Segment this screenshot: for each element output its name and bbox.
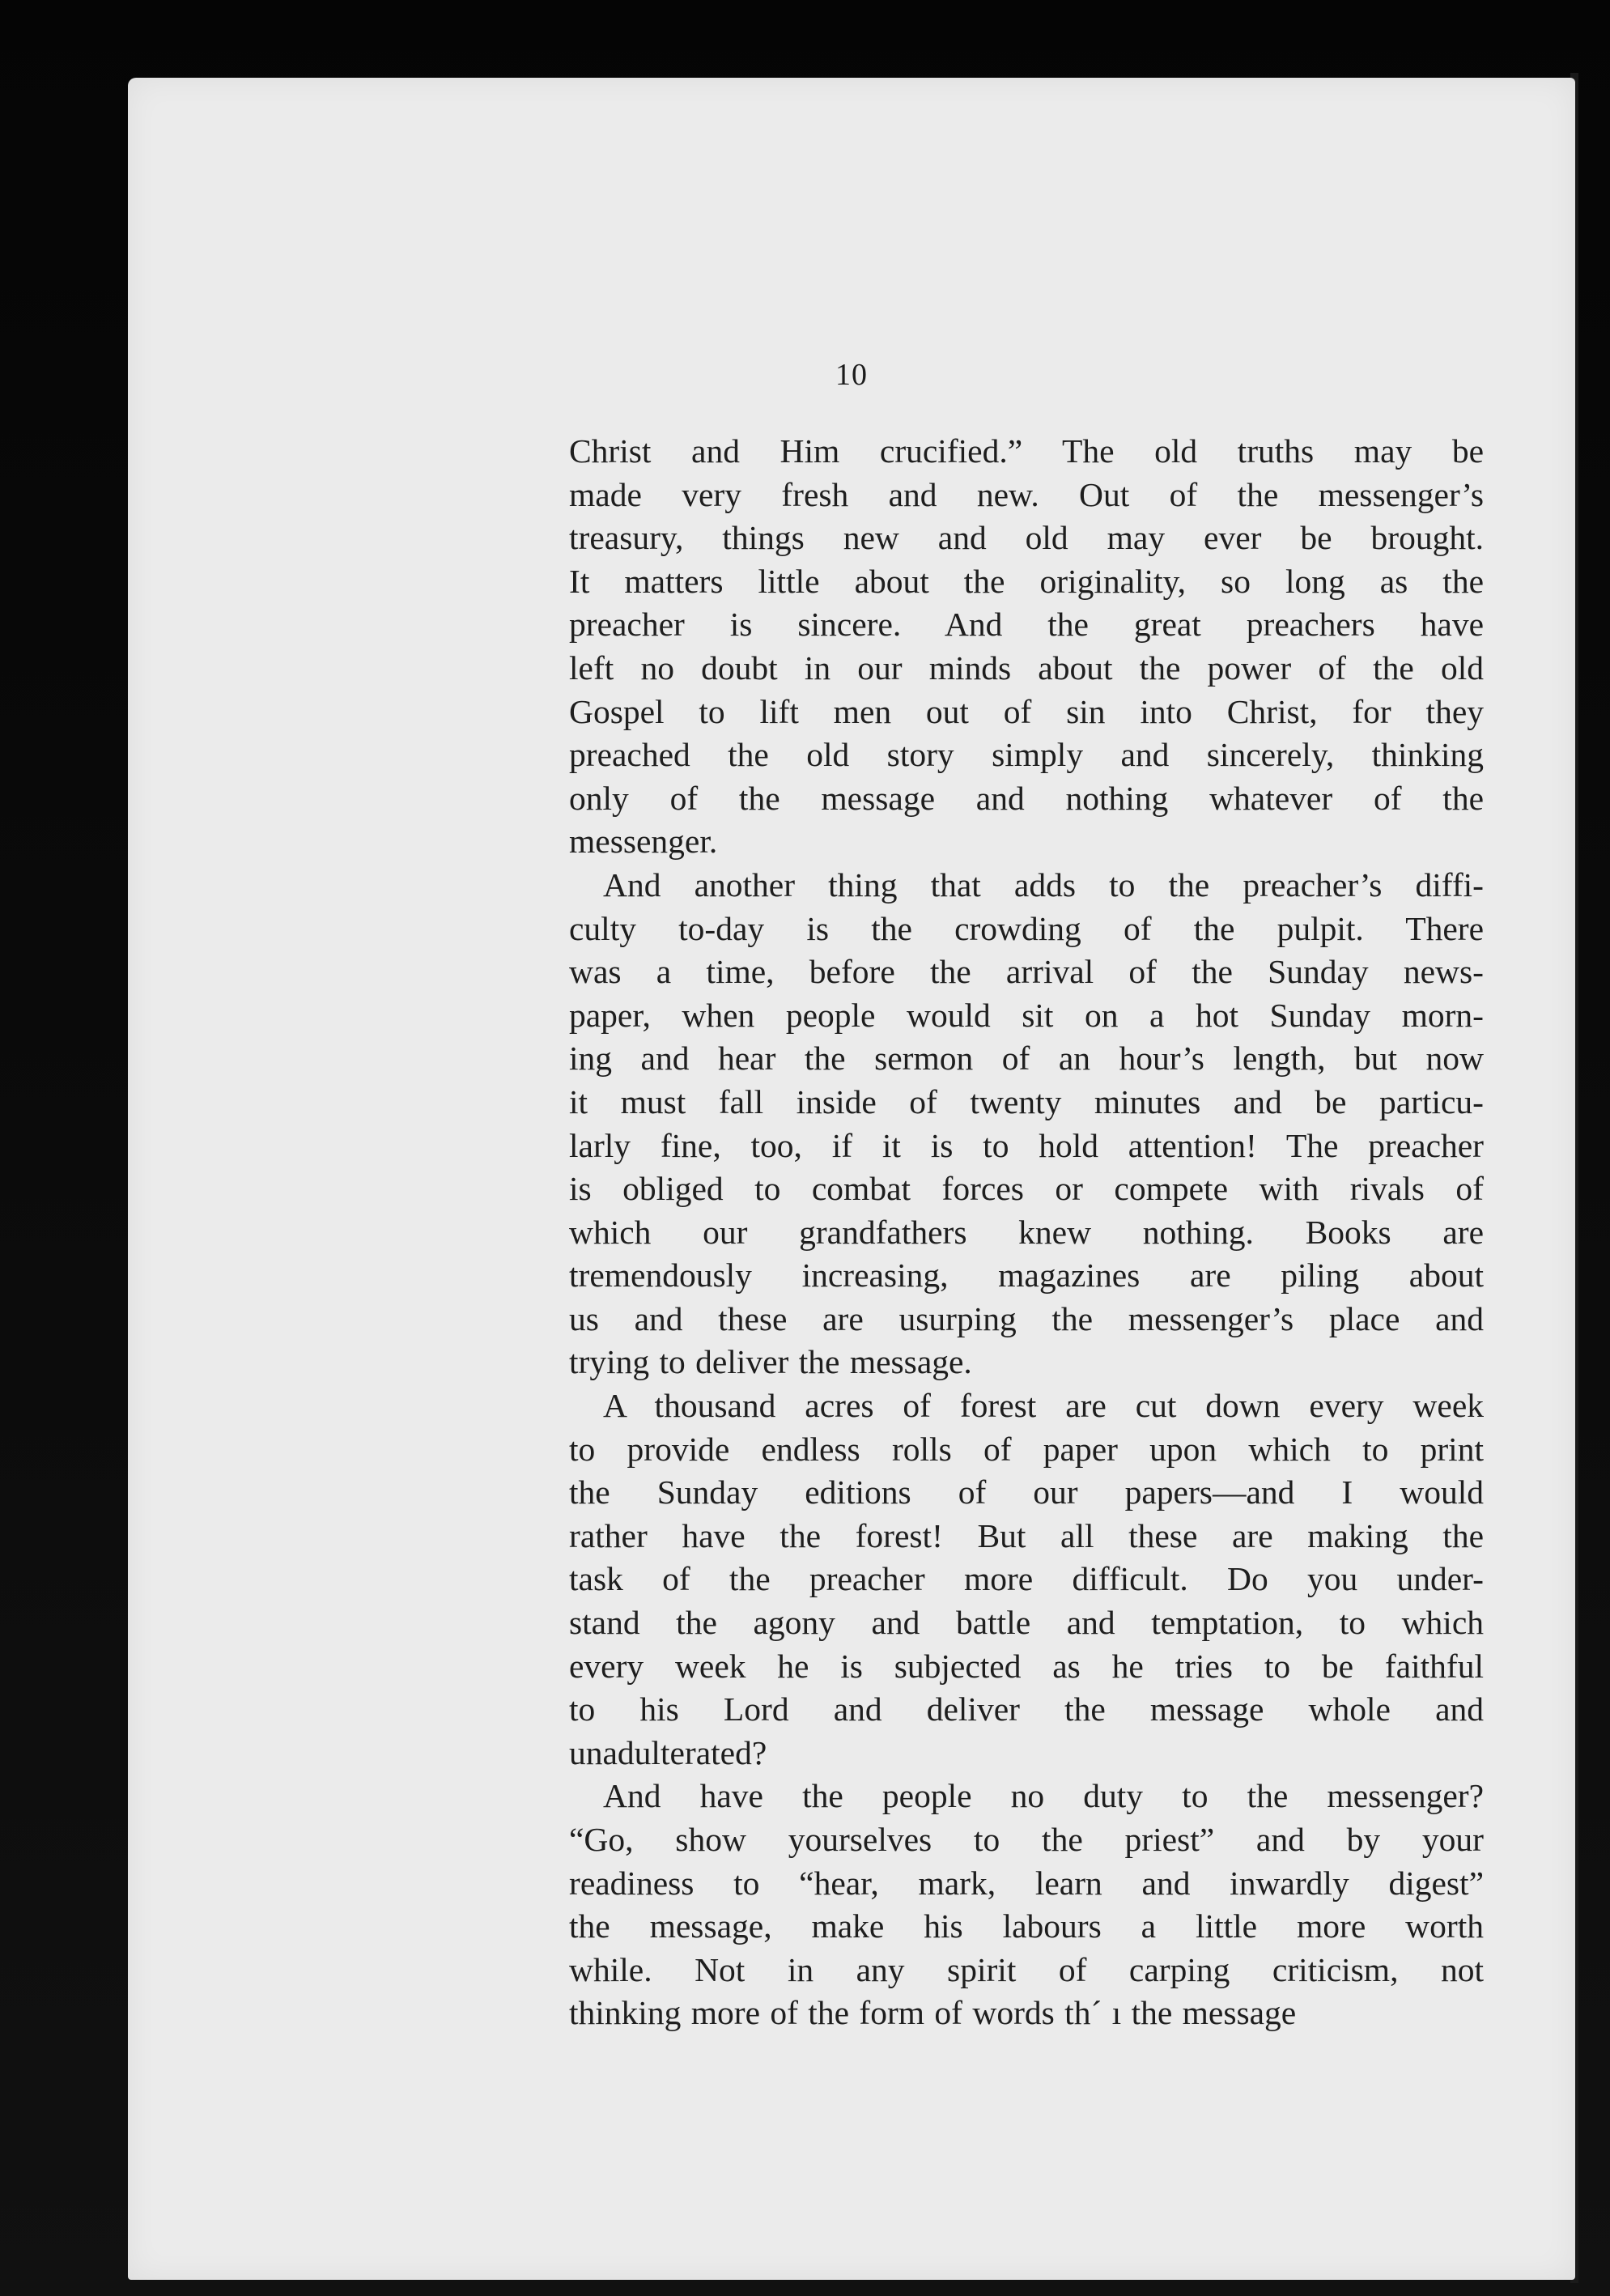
- text-line: made very fresh and new. Out of the messenger’s: [569, 475, 1484, 513]
- paragraph: [569, 430, 1484, 864]
- text-line: Christ and Him crucified.” The old truths may be: [569, 432, 1484, 470]
- text-line: paper, when people would sit on a hot Sunday morn-: [569, 996, 1484, 1034]
- text-line: culty to-day is the crowding of the pulpit. There: [569, 909, 1484, 947]
- text-line: A thousand acres of forest are cut down every week: [603, 1387, 1484, 1425]
- text-line: ing and hear the sermon of an hour’s length, but now: [569, 1040, 1484, 1078]
- text-line: us and these are usurping the messenger’s place and: [569, 1299, 1484, 1337]
- text-line: which our grandfathers knew nothing. Books are: [569, 1213, 1484, 1251]
- text-line: preached the old story simply and sincerely, thinking: [569, 736, 1484, 774]
- text-line: the message, make his labours a little more worth: [569, 1907, 1484, 1945]
- text-line: only of the message and nothing whatever of the: [569, 779, 1484, 817]
- text-line: unadulterated?: [569, 1733, 767, 1771]
- text-line: it must fall inside of twenty minutes and be particu-: [569, 1082, 1484, 1120]
- paragraph: [569, 1384, 1484, 1775]
- text-line: tremendously increasing, magazines are piling about: [569, 1256, 1484, 1295]
- text-line: Gospel to lift men out of sin into Christ, for they: [569, 692, 1484, 730]
- page-number: 10: [835, 358, 868, 392]
- text-line: And another thing that adds to the preacher’s diffi-: [603, 865, 1484, 904]
- text-line: every week he is subjected as he tries to be faithful: [569, 1647, 1484, 1685]
- text-line: trying to deliver the message.: [569, 1343, 972, 1381]
- text-line: task of the preacher more difficult. Do you under-: [569, 1560, 1484, 1598]
- text-line: is obliged to combat forces or compete with rivals of: [569, 1170, 1484, 1208]
- text-line: preacher is sincere. And the great preachers have: [569, 606, 1484, 644]
- text-line: was a time, before the arrival of the Sunday news-: [569, 953, 1484, 991]
- text-line: It matters little about the originality, so long as the: [569, 562, 1484, 600]
- text-line: “Go, show yourselves to the priest” and by your: [569, 1821, 1484, 1858]
- paragraph: [569, 1775, 1484, 2035]
- text-line: treasury, things new and old may ever be brought.: [569, 519, 1484, 557]
- text-line: rather have the forest! But all these are making the: [569, 1516, 1484, 1554]
- text-line: to provide endless rolls of paper upon which to print: [569, 1430, 1484, 1468]
- text-line: stand the agony and battle and temptation, to which: [569, 1604, 1484, 1642]
- book-page: [128, 78, 1575, 2280]
- text-line: the Sunday editions of our papers—and I would: [569, 1473, 1484, 1512]
- text-line: messenger.: [569, 823, 718, 861]
- body-text: [569, 430, 1484, 2035]
- text-line: readiness to “hear, mark, learn and inwardly digest”: [569, 1864, 1484, 1902]
- text-line: thinking more of the form of words th´ ı the message: [569, 1994, 1297, 2032]
- text-line: to his Lord and deliver the message whole and: [569, 1690, 1484, 1728]
- paragraph: [569, 864, 1484, 1384]
- text-line: larly fine, too, if it is to hold attention! The preacher: [569, 1126, 1484, 1164]
- text-line: left no doubt in our minds about the power of the old: [569, 648, 1484, 687]
- text-line: And have the people no duty to the messenger?: [603, 1777, 1484, 1815]
- text-line: while. Not in any spirit of carping criticism, not: [569, 1950, 1484, 1988]
